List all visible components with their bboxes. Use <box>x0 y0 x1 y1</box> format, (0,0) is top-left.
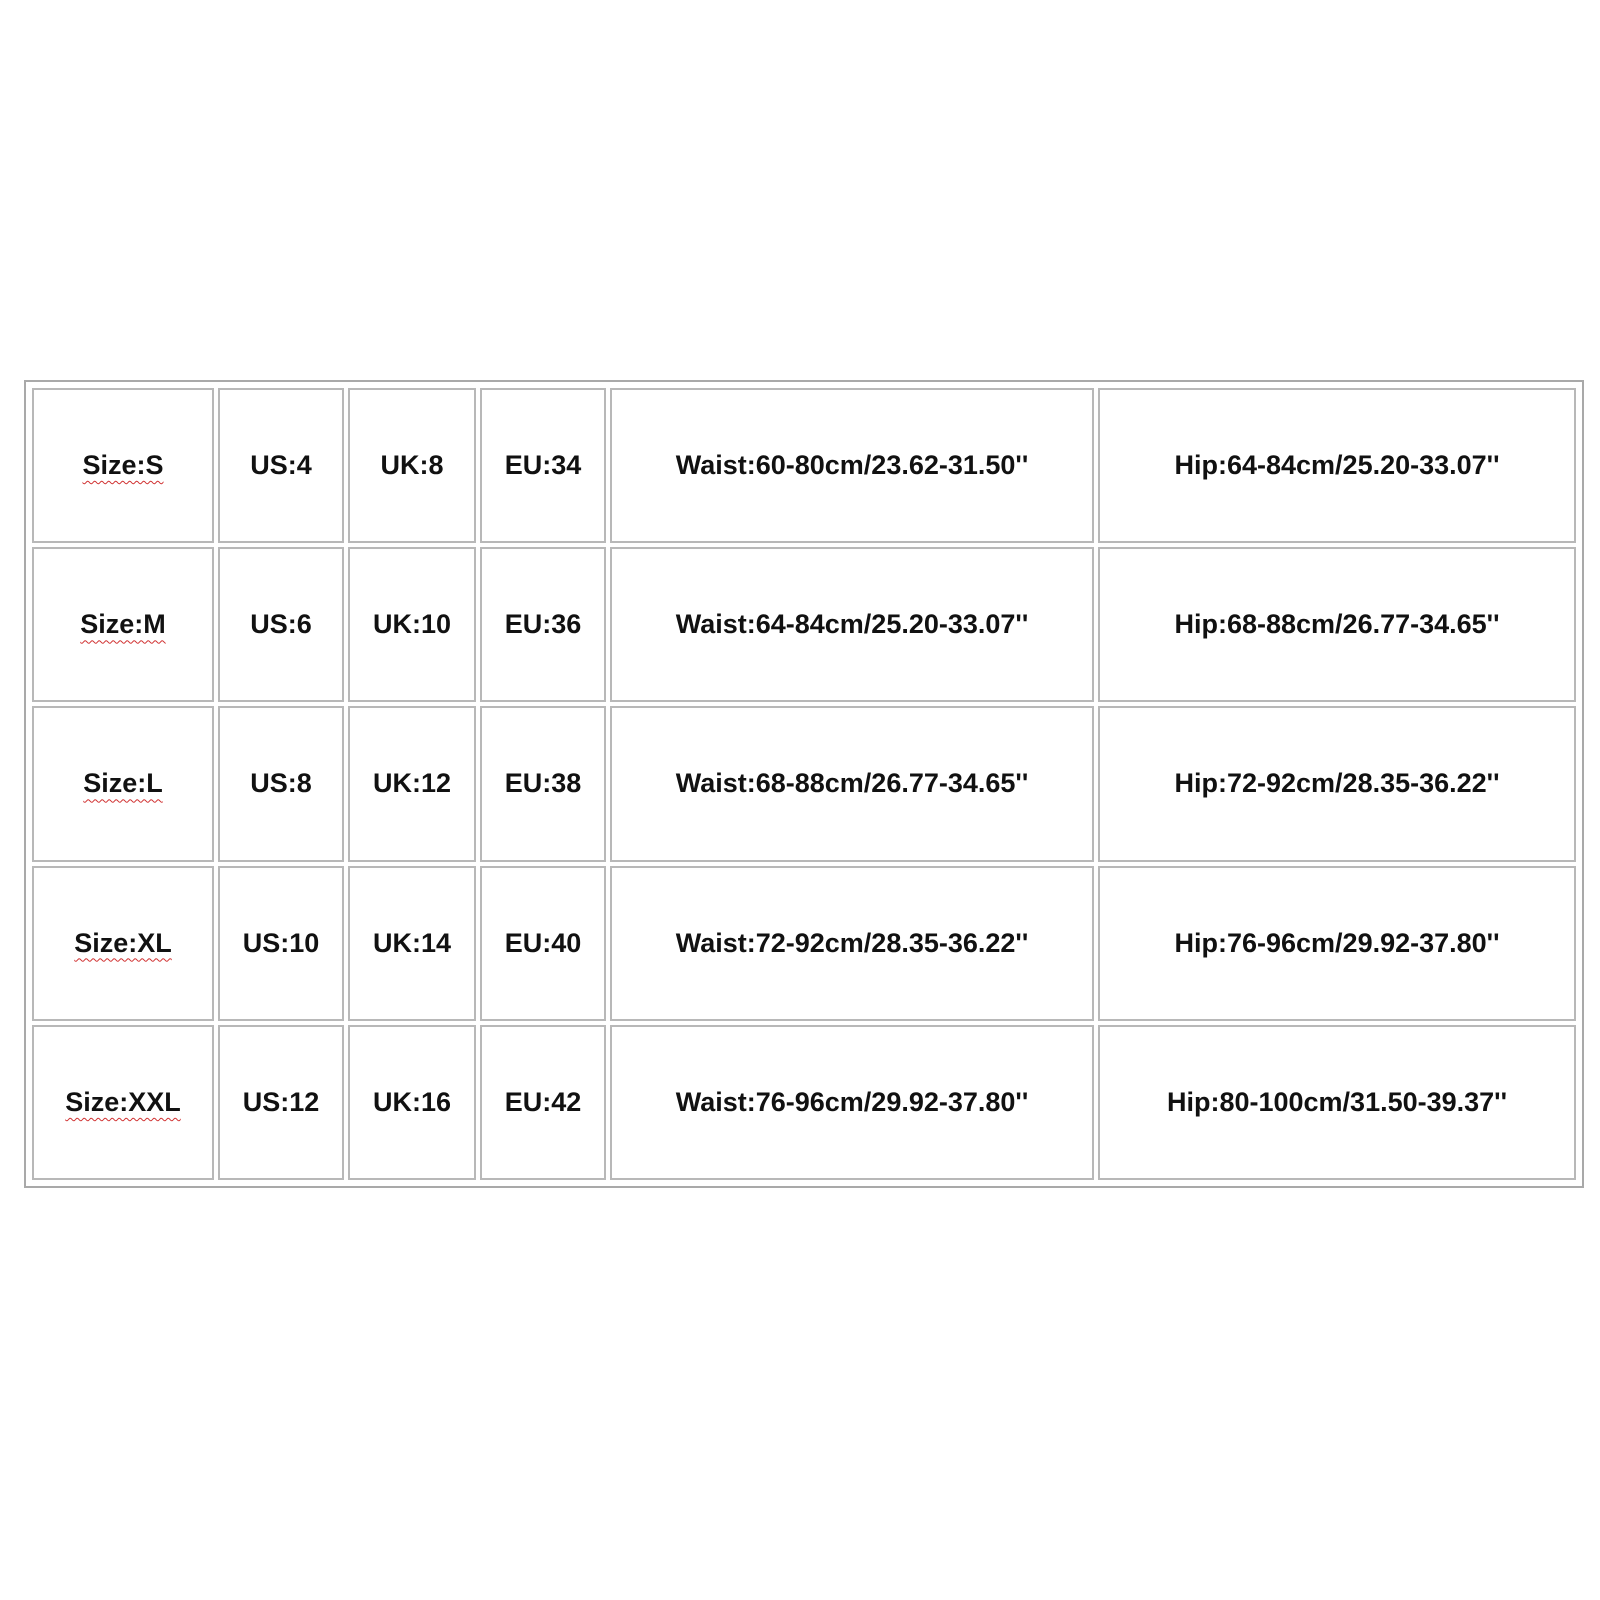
table-row <box>32 866 1576 1021</box>
hip-cell: Hip:76-96cm/29.92-37.80'' <box>1098 866 1576 1021</box>
uk-size-cell: UK:16 <box>348 1025 476 1180</box>
eu-size-cell: EU:36 <box>480 547 606 702</box>
size-label: Size:S <box>82 450 164 481</box>
size-chart <box>24 380 1584 1188</box>
table-row <box>32 547 1576 702</box>
us-size-cell: US:4 <box>218 388 344 543</box>
size-label: Size:XL <box>74 927 172 958</box>
hip-cell: Hip:64-84cm/25.20-33.07'' <box>1098 388 1576 543</box>
waist-cell: Waist:60-80cm/23.62-31.50'' <box>610 388 1094 543</box>
eu-size-cell: EU:42 <box>480 1025 606 1180</box>
table-row <box>32 1025 1576 1180</box>
hip-cell: Hip:80-100cm/31.50-39.37'' <box>1098 1025 1576 1180</box>
table-row <box>32 388 1576 543</box>
waist-cell: Waist:76-96cm/29.92-37.80'' <box>610 1025 1094 1180</box>
hip-cell: Hip:68-88cm/26.77-34.65'' <box>1098 547 1576 702</box>
size-cell <box>32 866 214 1021</box>
eu-size-cell: EU:40 <box>480 866 606 1021</box>
uk-size-cell: UK:12 <box>348 706 476 861</box>
size-label: Size:XXL <box>65 1086 181 1117</box>
us-size-cell: US:10 <box>218 866 344 1021</box>
waist-cell: Waist:72-92cm/28.35-36.22'' <box>610 866 1094 1021</box>
waist-cell: Waist:68-88cm/26.77-34.65'' <box>610 706 1094 861</box>
size-chart-table <box>28 384 1580 1184</box>
us-size-cell: US:12 <box>218 1025 344 1180</box>
size-label: Size:L <box>83 768 163 799</box>
table-row <box>32 706 1576 861</box>
size-cell <box>32 547 214 702</box>
uk-size-cell: UK:14 <box>348 866 476 1021</box>
size-cell <box>32 1025 214 1180</box>
us-size-cell: US:8 <box>218 706 344 861</box>
eu-size-cell: EU:34 <box>480 388 606 543</box>
uk-size-cell: UK:10 <box>348 547 476 702</box>
waist-cell: Waist:64-84cm/25.20-33.07'' <box>610 547 1094 702</box>
size-label: Size:M <box>80 609 166 640</box>
size-cell <box>32 388 214 543</box>
size-cell <box>32 706 214 861</box>
eu-size-cell: EU:38 <box>480 706 606 861</box>
hip-cell: Hip:72-92cm/28.35-36.22'' <box>1098 706 1576 861</box>
uk-size-cell: UK:8 <box>348 388 476 543</box>
us-size-cell: US:6 <box>218 547 344 702</box>
